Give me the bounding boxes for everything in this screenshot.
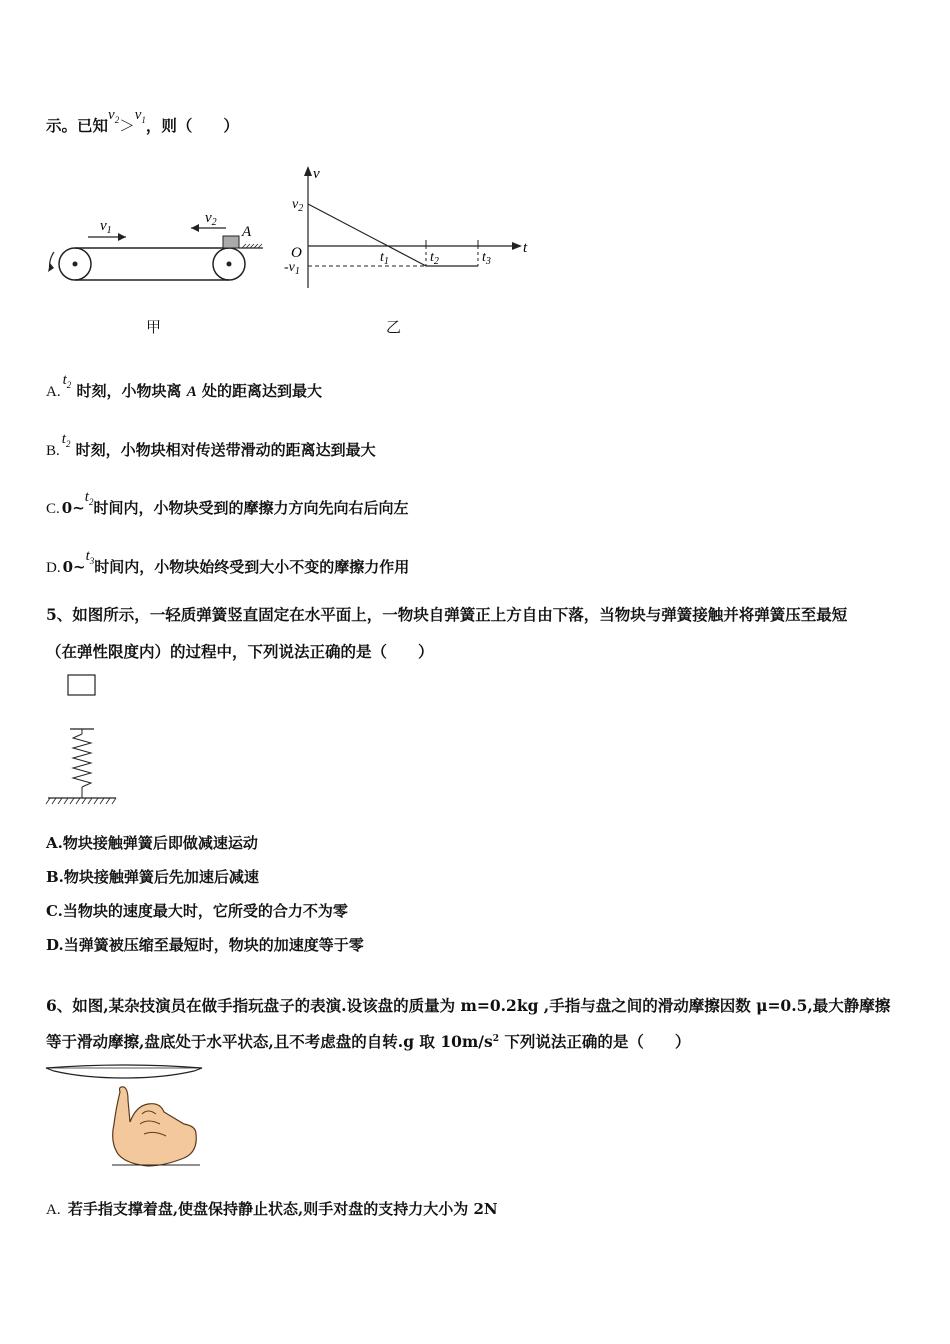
- q6-stem-line1: 6、如图,某杂技演员在做手指玩盘子的表演.设该盘的质量为 m=0.2kg ,手指与盘之间的滑动摩擦因数 μ=0.5,最大静摩擦: [46, 996, 891, 1015]
- block-A: [223, 236, 239, 248]
- velocity-line: [308, 204, 426, 266]
- question-4-stem-tail: [46, 107, 239, 137]
- q6-option-a[interactable]: A. 若手指支撑着盘,使盘保持静止状态,则手对盘的支持力大小为 2N: [46, 1200, 498, 1218]
- t2-symbol: $t_2$: [61, 431, 71, 449]
- conveyor-belt-figure: [36, 200, 276, 300]
- falling-block: [68, 675, 95, 695]
- q5-option-b[interactable]: B.物块接触弹簧后先加速后减速: [46, 868, 259, 886]
- q5-option-a[interactable]: A.物块接触弹簧后即做减速运动: [46, 834, 258, 852]
- q5-stem-line1: 5、如图所示，一轻质弹簧竖直固定在水平面上，一物块自弹簧正上方自由下落，当物块与弹簧接触并将弹簧压至最短: [46, 605, 848, 624]
- q5-option-c[interactable]: C.当物块的速度最大时，它所受的合力不为零: [46, 902, 348, 920]
- t2-symbol: $t_2$: [62, 372, 72, 390]
- axis-t-label: t: [523, 240, 528, 256]
- t2-symbol: $t_2$: [84, 489, 94, 507]
- q5-stem-line2: （在弹性限度内）的过程中，下列说法正确的是（ ）: [46, 642, 434, 661]
- q4-option-d[interactable]: D. $0\sim t_3$时间内，小物块始终受到大小不变的摩擦力作用: [46, 548, 410, 576]
- spring-figure: [44, 670, 124, 810]
- q6-stem-line2: 等于滑动摩擦,盘底处于水平状态,且不考虑盘的自转.g 取 $10m/s^2$ 下列说法正确的是（ ）: [46, 1032, 691, 1051]
- stem-suffix: ，则（ ）: [145, 116, 239, 135]
- greater-than: ＞: [119, 117, 135, 135]
- q5-option-d[interactable]: D.当弹簧被压缩至最短时，物块的加速度等于零: [46, 936, 364, 954]
- v2-symbol: $v_2$: [108, 107, 120, 125]
- spring: [73, 734, 91, 787]
- tick-v2-label: $v_2$: [292, 197, 304, 214]
- hand: [113, 1087, 197, 1166]
- q4-option-c[interactable]: C. $0\sim t_2$时间内，小物块受到的摩擦力方向先向右后向左: [46, 489, 409, 517]
- origin-label: O: [291, 245, 302, 261]
- v1-label: $v_1$: [100, 218, 112, 236]
- q4-option-a[interactable]: $A.t_2$ 时刻，小物块离 A 处的距离达到最大: [46, 372, 322, 400]
- axis-v-label: v: [313, 166, 320, 182]
- caption-jia: 甲: [146, 318, 162, 336]
- velocity-time-graph: [278, 160, 538, 290]
- v2-label: $v_2$: [205, 210, 217, 228]
- t3-symbol: $t_3$: [85, 548, 95, 566]
- caption-yi: 乙: [386, 318, 402, 336]
- A-label: A: [242, 224, 252, 240]
- tick-t2-label: $t_2$: [430, 250, 439, 267]
- plate: [46, 1065, 202, 1078]
- tick-t3-label: $t_3$: [482, 250, 491, 267]
- q4-option-b[interactable]: $B.t_2$ 时刻，小物块相对传送带滑动的距离达到最大: [46, 431, 376, 459]
- plate-on-finger-figure: [44, 1062, 204, 1172]
- stem-prefix: 示。已知: [46, 116, 109, 135]
- tick-neg-v1-label: $-v_1$: [284, 260, 300, 277]
- v1-symbol: $v_1$: [134, 107, 146, 125]
- tick-t1-label: $t_1$: [380, 250, 389, 267]
